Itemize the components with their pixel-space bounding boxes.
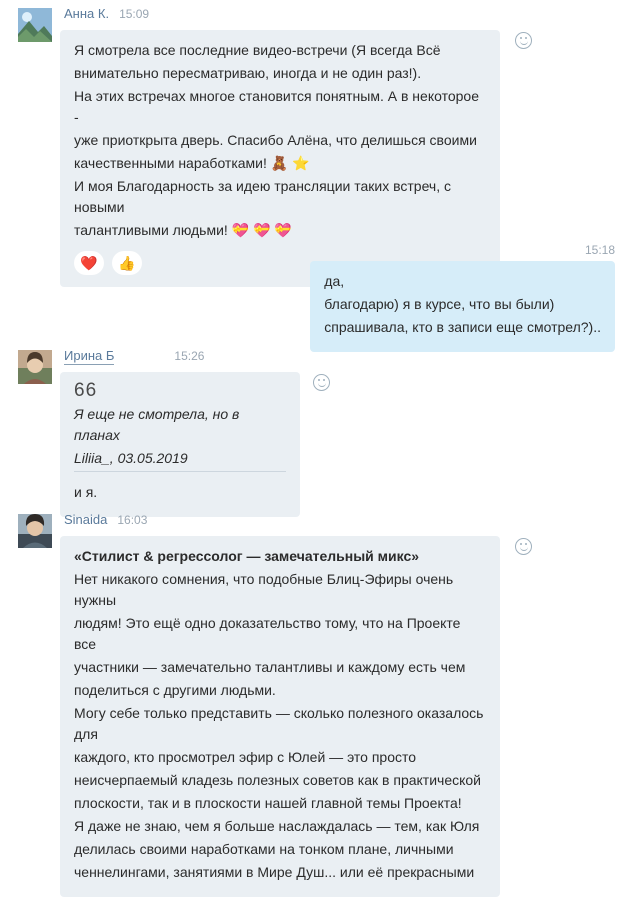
timestamp: 15:26 xyxy=(174,349,205,363)
avatar[interactable] xyxy=(18,350,52,384)
message-line: каждого, кто просмотрел эфир с Юлей — это просто xyxy=(74,749,417,765)
message-meta xyxy=(60,6,500,26)
message-line: качественными наработками! 🧸 ⭐ xyxy=(74,155,310,171)
add-reaction-smiley-icon[interactable] xyxy=(313,374,330,391)
avatar[interactable] xyxy=(18,514,52,548)
message-line: уже приоткрыта дверь. Спасибо Алёна, что делишься своими xyxy=(74,132,477,148)
message-line: и я. xyxy=(74,484,98,500)
message-line: плоскости, так и в плоскости нашей главной темы Проекта! xyxy=(74,795,462,811)
message-body xyxy=(60,512,500,897)
message-item xyxy=(0,348,633,517)
message-bubble[interactable] xyxy=(60,536,500,897)
timestamp: 16:03 xyxy=(117,513,148,527)
message-meta xyxy=(60,348,500,368)
message-meta xyxy=(60,512,500,532)
quote-divider xyxy=(74,471,286,472)
message-line: неисчерпаемый кладезь полезных советов как в практической xyxy=(74,772,482,788)
quote-author: Liliia_, 03.05.2019 xyxy=(74,450,188,466)
message-item xyxy=(0,512,633,897)
message-line: участники — замечательно талантливы и каждому есть чем xyxy=(74,659,466,675)
add-reaction-smiley-icon[interactable] xyxy=(515,538,532,555)
message-line: спрашивала, кто в записи еще смотрел?).. xyxy=(324,319,601,335)
message-heading: «Стилист & регрессолог — замечательный микс» xyxy=(74,548,420,564)
timestamp: 15:09 xyxy=(119,7,150,21)
message-line: да, xyxy=(324,273,345,289)
message-line: И моя Благодарность за идею трансляции таких встреч, с новыми xyxy=(74,178,451,215)
message-line: людям! Это ещё одно доказательство тому, что на Проекте все xyxy=(74,615,461,652)
timestamp: 15:18 xyxy=(584,243,615,257)
message-line: Я даже не знаю, чем я больше наслаждалась — тем, как Юля xyxy=(74,818,480,834)
add-reaction-smiley-icon[interactable] xyxy=(515,32,532,49)
outgoing-message xyxy=(0,243,633,352)
message-line: талантливыми людьми! 💝 💝 💝 xyxy=(74,222,292,238)
quote-marks-icon: 66 xyxy=(74,380,98,401)
reaction-heart[interactable]: ❤️ xyxy=(74,251,104,275)
quote-text: Я еще не смотрела, но в планах xyxy=(74,406,240,443)
message-line: ченнелингами, занятиями в Мире Душ... или её прекрасными xyxy=(74,864,475,880)
author-name[interactable]: Sinaida xyxy=(64,512,108,527)
message-bubble[interactable] xyxy=(60,372,300,517)
message-line: Я смотрела все последние видео-встречи (Я всегда Всё xyxy=(74,42,441,58)
message-line: поделиться с другими людьми. xyxy=(74,682,276,698)
quoted-message[interactable] xyxy=(74,382,286,472)
message-line: благодарю) я в курсе, что вы были) xyxy=(324,296,555,312)
message-line: внимательно пересматриваю, иногда и не один раз!). xyxy=(74,65,422,81)
message-line: Нет никакого сомнения, что подобные Блиц-Эфиры очень нужны xyxy=(74,571,454,608)
message-line: Могу себе только представить — сколько полезного оказалось для xyxy=(74,705,484,742)
reaction-thumbs-up[interactable]: 👍 xyxy=(112,251,142,275)
author-name[interactable]: Ирина Б xyxy=(64,348,115,363)
avatar[interactable] xyxy=(18,8,52,42)
author-name[interactable]: Анна К. xyxy=(64,6,110,21)
message-bubble[interactable] xyxy=(310,261,615,352)
message-line: На этих встречах многое становится понятным. А в некоторое - xyxy=(74,88,479,125)
message-body xyxy=(60,348,500,517)
message-line: делилась своими наработками на тонком плане, личными xyxy=(74,841,454,857)
